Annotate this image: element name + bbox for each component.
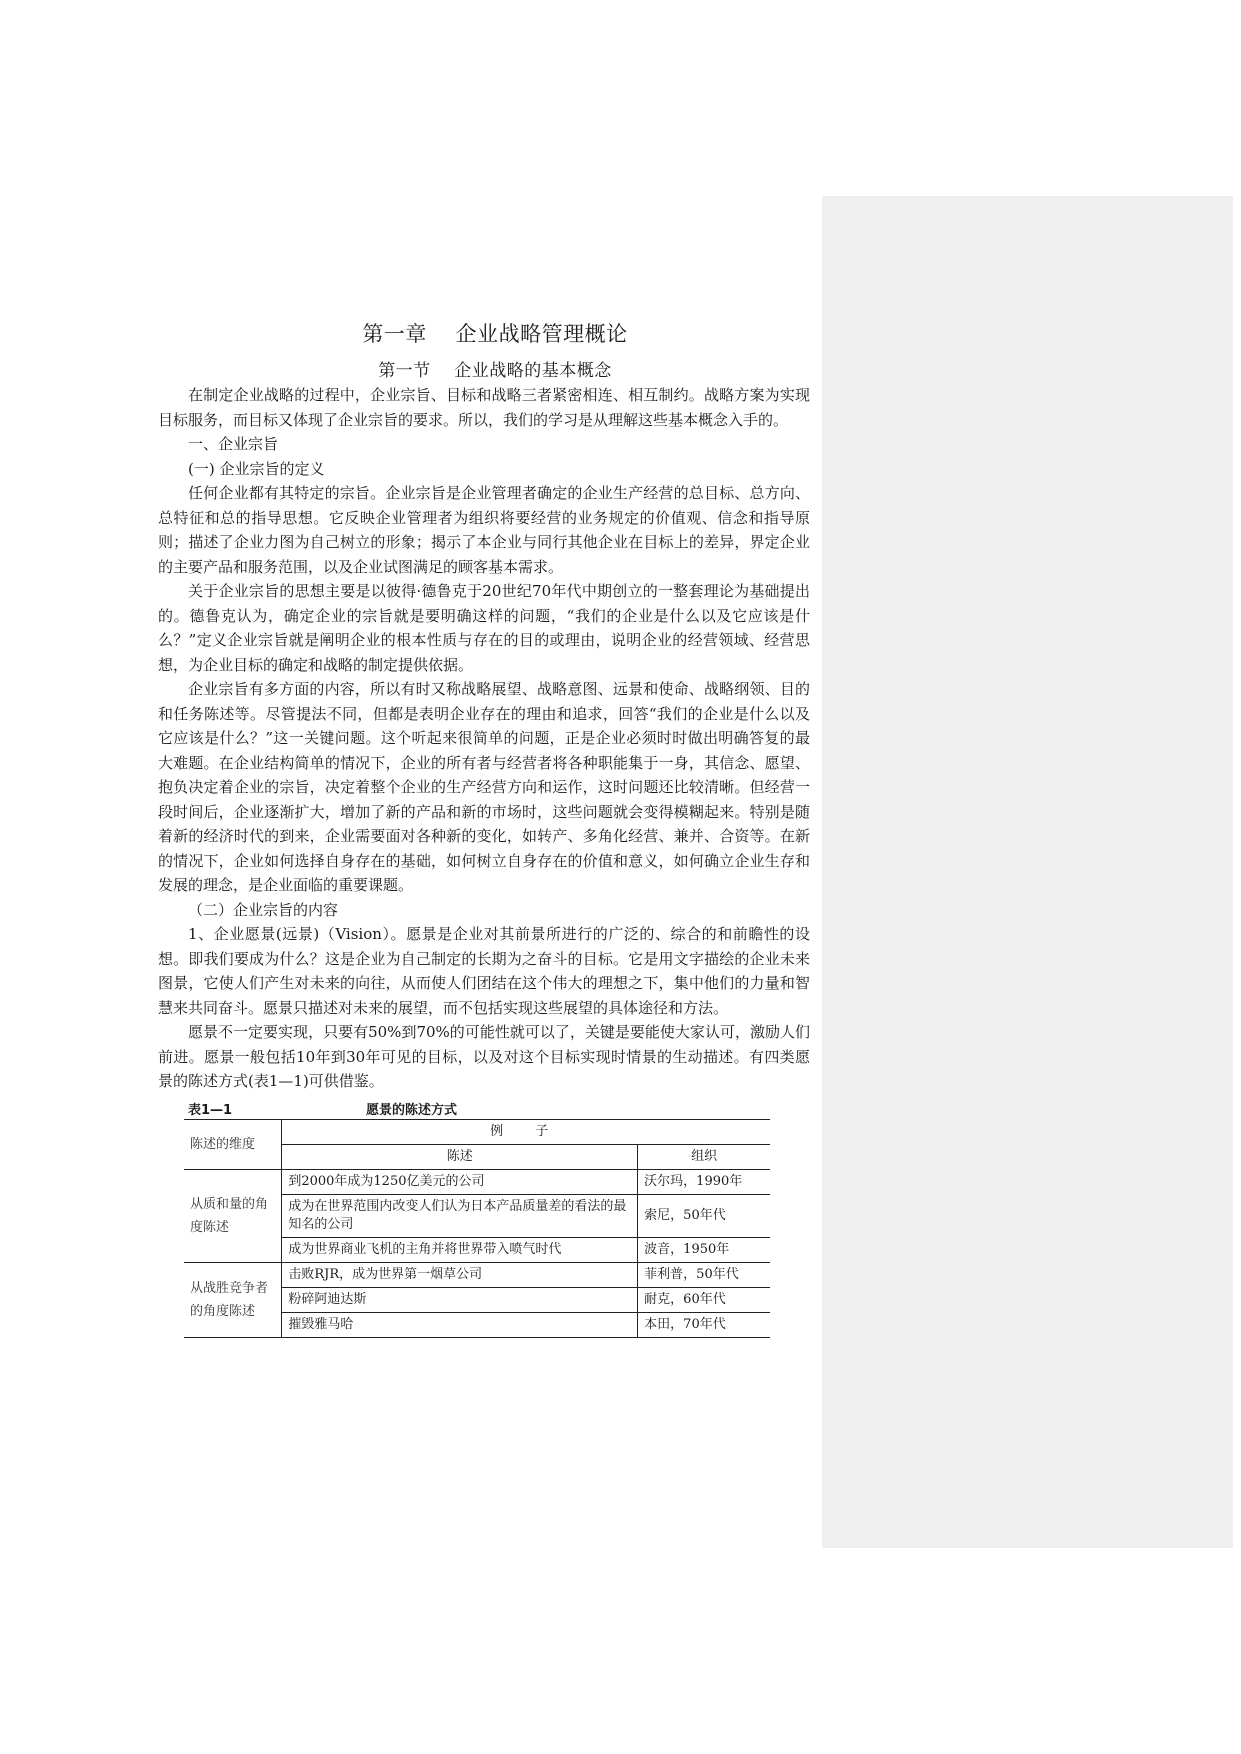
header-dimension: 陈述的维度 <box>184 1119 282 1169</box>
org-cell: 波音，1950年 <box>638 1237 770 1262</box>
heading-mission-contents: （二）企业宗旨的内容 <box>188 900 339 919</box>
vision-statement-table <box>184 1119 770 1338</box>
table-row <box>184 1169 770 1194</box>
statement-cell: 摧毁雅马哈 <box>282 1312 638 1337</box>
paragraph-vision: 1、企业愿景(远景)（Vision）。愿景是企业对其前景所进行的广泛的、综合的和前瞻性的设想。即我们要成为什么？这是企业为自己制定的长期为之奋斗的目标。它是用文字描绘的企业未来图景，它使人们产生对未来的向往，从而使人们团结在这个伟大的理想之下，集中他们的力量和智慧来共同奋斗。愿景只描述对未来的展望，而不包括实现这些展望的具体途径和方法。 <box>158 925 810 1017</box>
section-title: 第一节 企业战略的基本概念 <box>378 361 612 381</box>
org-cell: 耐克，60年代 <box>638 1287 770 1312</box>
statement-cell: 粉碎阿迪达斯 <box>282 1287 638 1312</box>
table-row <box>184 1262 770 1287</box>
heading-mission-definition: (一) 企业宗旨的定义 <box>188 459 325 478</box>
header-example: 例 子 <box>282 1119 770 1144</box>
statement-cell: 成为世界商业飞机的主角并将世界带入喷气时代 <box>282 1237 638 1262</box>
paragraph-vision-probability: 愿景不一定要实现，只要有50%到70%的可能性就可以了，关键是要能使大家认可，激励人们前进。愿景一般包括10年到30年可见的目标，以及对这个目标实现时情景的生动描述。有四类愿景的陈述方式(表1—1)可供借鉴。 <box>158 1023 810 1090</box>
statement-cell: 成为在世界范围内改变人们认为日本产品质量差的看法的最知名的公司 <box>282 1194 638 1237</box>
header-statement: 陈述 <box>282 1144 638 1169</box>
table-title: 愿景的陈述方式 <box>366 1102 458 1118</box>
paragraph-mission-content: 企业宗旨有多方面的内容，所以有时又称战略展望、战略意图、远景和使命、战略纲领、目的和任务陈述等。尽管提法不同，但都是表明企业存在的理由和追求，回答“我们的企业是什么以及它应该是什么？”这一关键问题。这个听起来很简单的问题，正是企业必须时时做出明确答复的最大难题。在企业结构简单的情况下，企业的所有者与经营者将各种职能集于一身，其信念、愿望、抱负决定着企业的宗旨，决定着整个企业的生产经营方向和运作，这时问题还比较清晰。但经营一段时间后，企业逐渐扩大，增加了新的产品和新的市场时，这些问题就会变得模糊起来。特别是随着新的经济时代的到来，企业需要面对各种新的变化，如转产、多角化经营、兼并、合资等。在新的情况下，企业如何选择自身存在的基础，如何树立自身存在的价值和意义，如何确立企业生存和发展的理念，是企业面临的重要课题。 <box>158 680 810 894</box>
table-caption <box>158 1097 810 1119</box>
org-cell: 菲利普，50年代 <box>638 1262 770 1287</box>
statement-cell: 击败RJR，成为世界第一烟草公司 <box>282 1262 638 1287</box>
header-org: 组织 <box>638 1144 770 1169</box>
org-cell: 索尼，50年代 <box>638 1194 770 1237</box>
paragraph-mission-definition: 任何企业都有其特定的宗旨。企业宗旨是企业管理者确定的企业生产经营的总目标、总方向、总特征和总的指导思想。它反映企业管理者为组织将要经营的业务规定的价值观、信念和指导原则；描述了企业力图为自己树立的形象；揭示了本企业与同行其他企业在目标上的差异，界定企业的主要产品和服务范围，以及企业试图满足的顾客基本需求。 <box>158 484 810 576</box>
chapter-title: 第一章 企业战略管理概论 <box>362 322 628 346</box>
dimension-cell: 从质和量的角度陈述 <box>184 1169 282 1262</box>
comment-pane <box>822 196 1233 1548</box>
intro-paragraph: 在制定企业战略的过程中，企业宗旨、目标和战略三者紧密相连、相互制约。战略方案为实现目标服务，而目标又体现了企业宗旨的要求。所以，我们的学习是从理解这些基本概念入手的。 <box>158 386 810 429</box>
statement-cell: 到2000年成为1250亿美元的公司 <box>282 1169 638 1194</box>
org-cell: 本田，70年代 <box>638 1312 770 1337</box>
org-cell: 沃尔玛，1990年 <box>638 1169 770 1194</box>
table-number: 表1—1 <box>188 1102 233 1118</box>
dimension-cell: 从战胜竞争者的角度陈述 <box>184 1262 282 1337</box>
table-header-row <box>184 1119 770 1144</box>
heading-mission: 一、企业宗旨 <box>188 435 279 453</box>
paragraph-drucker: 关于企业宗旨的思想主要是以彼得·德鲁克于20世纪70年代中期创立的一整套理论为基础提出的。德鲁克认为，确定企业的宗旨就是要明确这样的问题，“我们的企业是什么以及它应该是什么？”定义企业宗旨就是阐明企业的根本性质与存在的目的或理由，说明企业的经营领域、经营思想，为企业目标的确定和战略的制定提供依据。 <box>158 582 810 674</box>
document-page <box>158 318 810 1338</box>
